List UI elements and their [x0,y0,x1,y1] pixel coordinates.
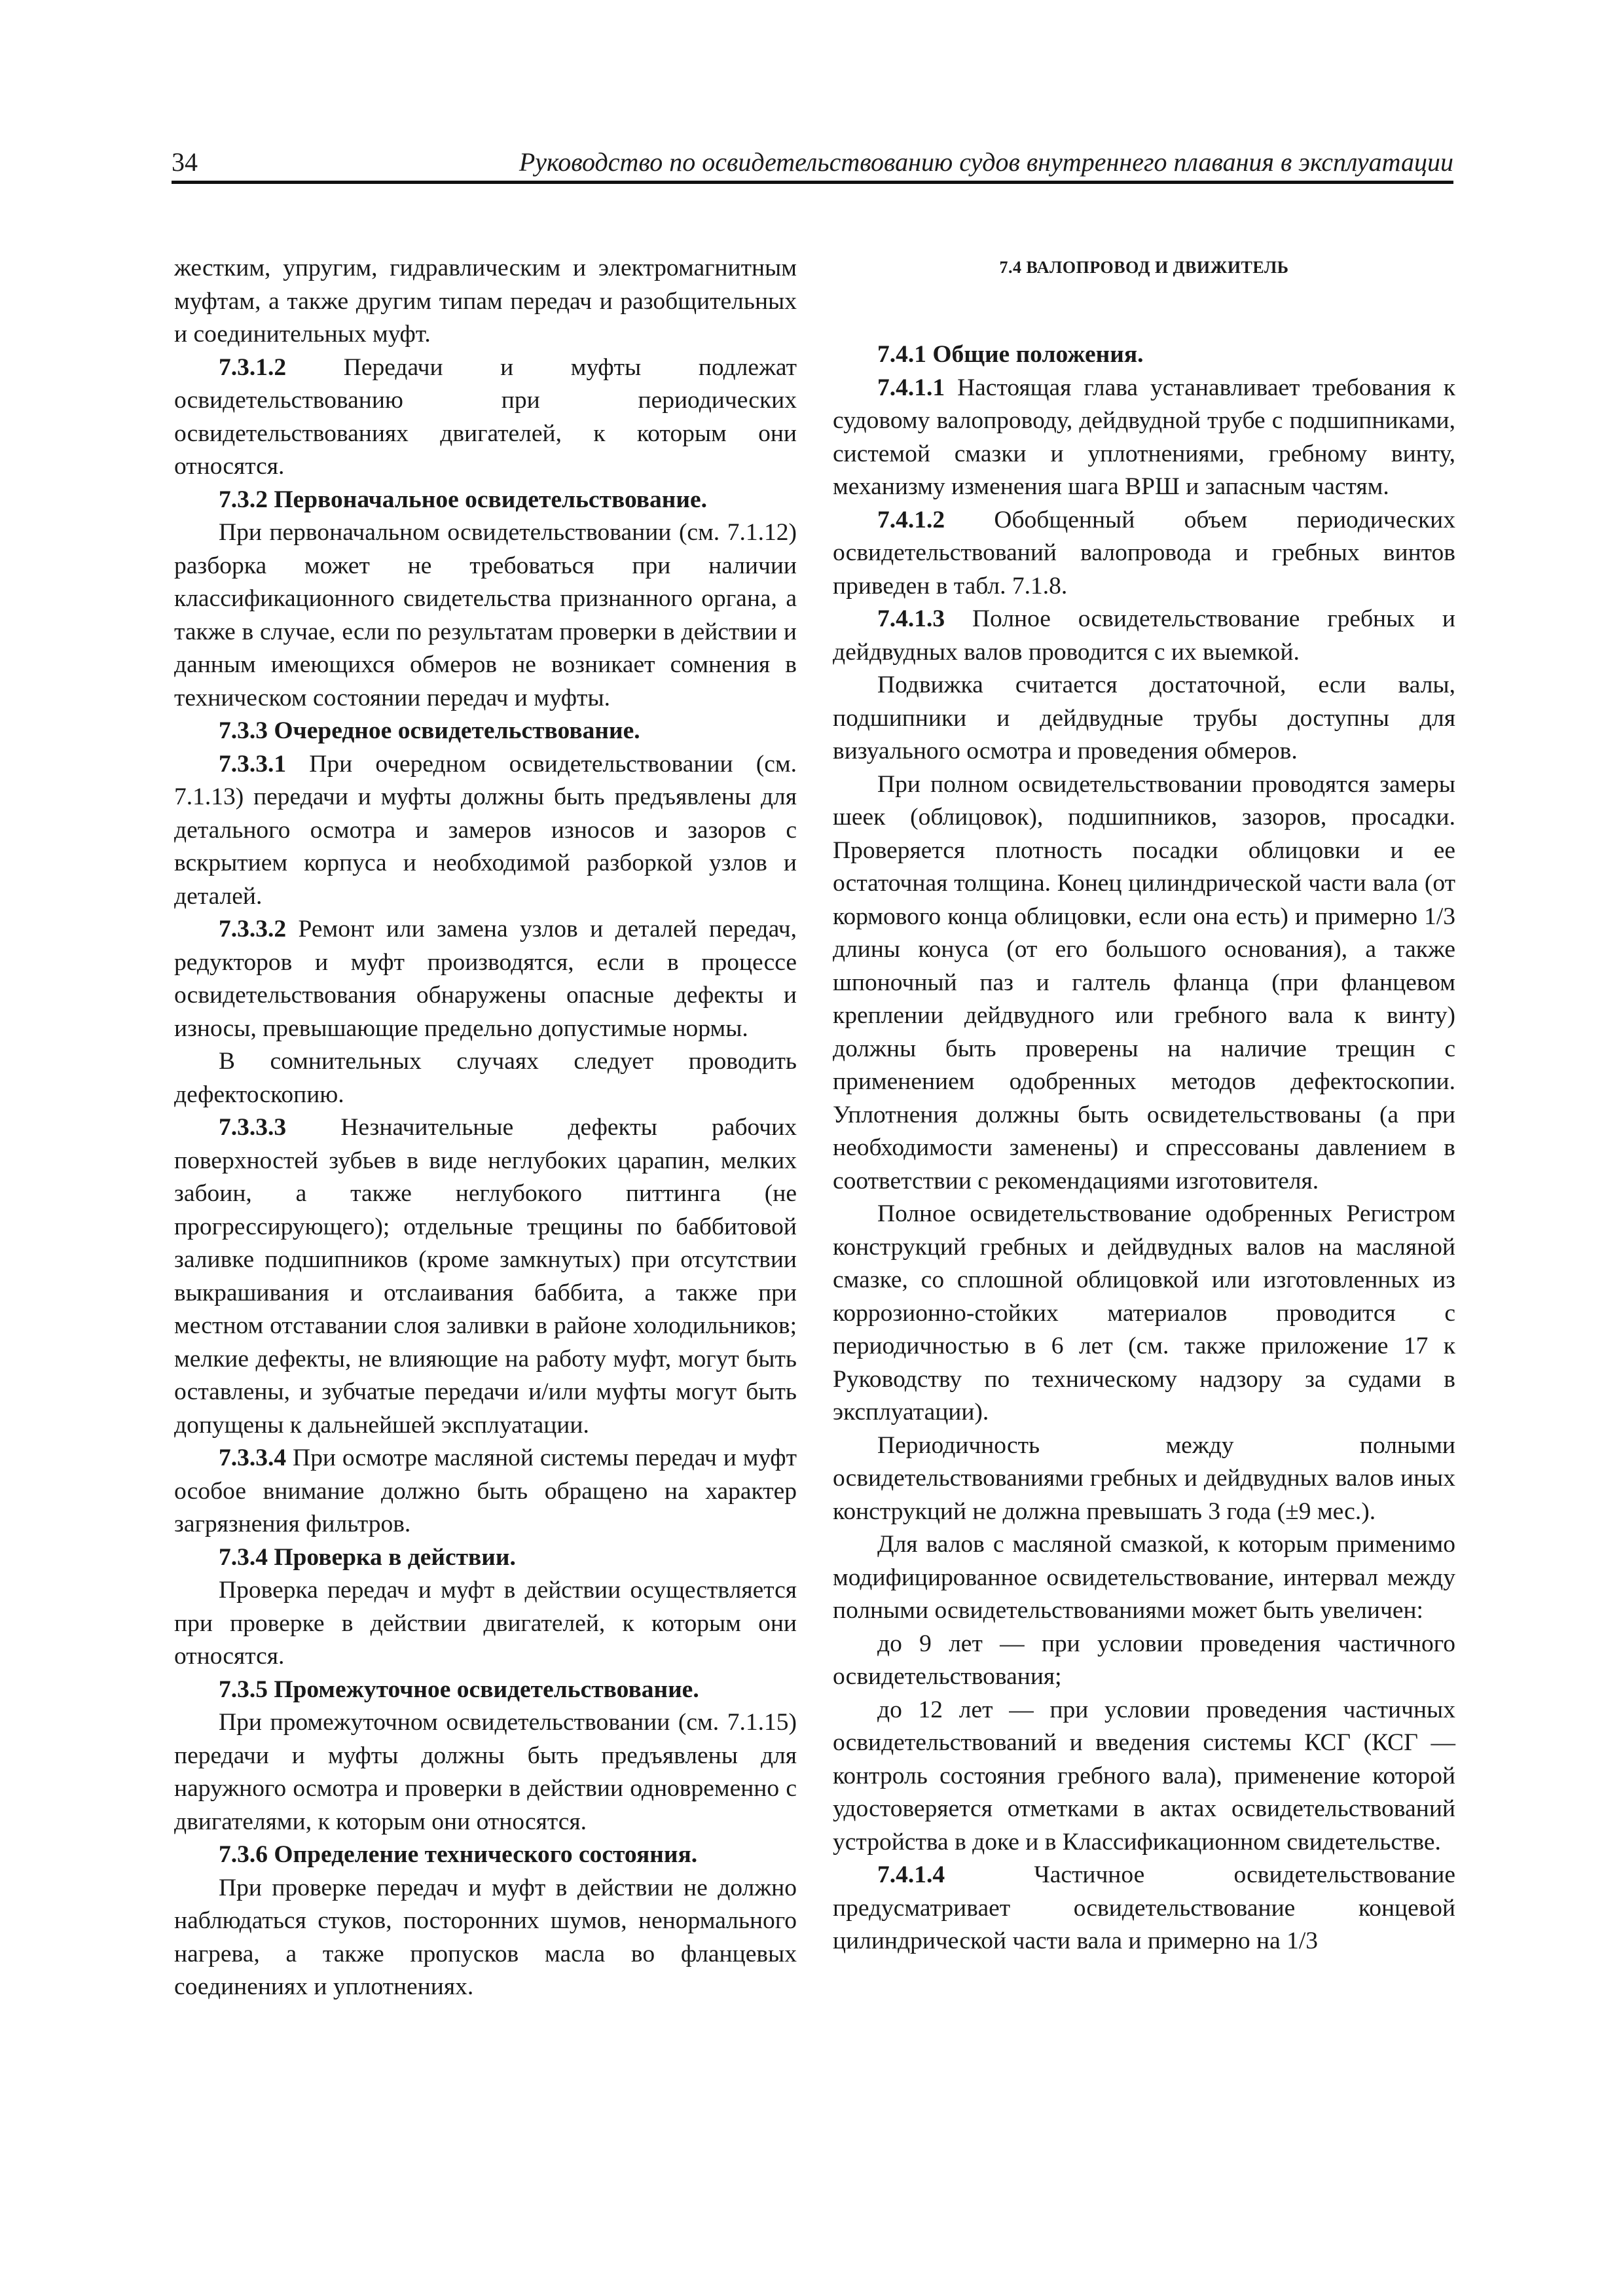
clause-text: Частичное освидетельствование предусматривает освидетельствование концевой цилиндрической части вала и примерно на 1/3 [833,1861,1455,1954]
heading-text: 7.3.3 Очередное освидетельствование. [219,717,640,744]
paragraph: Для валов с масляной смазкой, к которым применимо модифицированное освидетельствование, интервал между полными освидетельствованиями может быть увеличен: [833,1531,1455,1624]
paragraph [174,351,797,484]
paragraph [174,748,797,914]
paragraph: Подвижка считается достаточной, если валы, подшипники и дейдвудные трубы доступны для визуального осмотра и проведения обмеров. [833,672,1455,764]
paragraph [833,1859,1455,1958]
clause-number: 7.4.1.2 [877,506,945,533]
heading-text: 7.3.6 Определение технического состояния. [219,1841,698,1868]
heading-text: 7.4.1 Общие положения. [877,341,1144,368]
subsection-heading [174,1541,797,1575]
paragraph: до 9 лет — при условии проведения частичного освидетельствования; [833,1630,1455,1690]
paragraph: до 12 лет — при условии проведения частичных освидетельствований и введения системы КСГ (КСГ — контроль состояния гребного вала), применение которой удостоверяется отметками в актах освидетельствований устройства в доке и в Классификационном свидетельстве. [833,1696,1455,1856]
paragraph: жестким, упругим, гидравлическим и электромагнитным муфтам, а также другим типам передач и разобщительных и соединительных муфт. [174,255,797,348]
subsection-heading [174,1674,797,1707]
heading-text: 7.3.2 Первоначальное освидетельствование. [219,486,708,513]
clause-text: Ремонт или замена узлов и деталей передач, редукторов и муфт производятся, если в процессе освидетельствования обнаружены опасные дефекты и износы, превышающие предельно допустимые нормы. [174,916,797,1042]
clause-number: 7.4.1.4 [877,1861,945,1888]
subsection-heading [174,484,797,517]
clause-text: Настоящая глава устанавливает требования к судовому валопроводу, дейдвудной трубе с подшипниками, системой смазки и уплотнениями, гребному винту, механизму изменения шага ВРШ и запасным частям. [833,374,1455,500]
clause-number: 7.3.3.1 [219,750,287,778]
clause-text: Незначительные дефекты рабочих поверхностей зубьев в виде неглубоких царапин, мелких забоин, а также неглубокого питтинга (не прогрессирующего); отдельные трещины по баббитовой заливке подшипников (кроме замкнутых) при отсутствии выкрашивания и отслаивания баббита, а также при местном отставании слоя заливки в районе холодильников; мелкие дефекты, не влияющие на работу муфт, могут быть оставлены, и зубчатые передачи и/или муфты могут быть допущены к дальнейшей эксплуатации. [174,1114,797,1439]
page-number: 34 [172,147,198,177]
left-column [174,252,797,2004]
clause-text: Передачи и муфты подлежат освидетельствованию при периодических освидетельствованиях двигателей, к которым они относятся. [174,353,797,480]
subsection-heading [833,338,1455,372]
heading-text: 7.3.4 Проверка в действии. [219,1543,516,1571]
paragraph: При проверке передач и муфт в действии не должно наблюдаться стуков, посторонних шумов, ненормального нагрева, а также пропусков масла во фланцевых соединениях и уплотнениях. [174,1874,797,2000]
paragraph: В сомнительных случаях следует проводить дефектоскопию. [174,1048,797,1108]
running-title: Руководство по освидетельствованию судов внутреннего плавания в эксплуатации [519,147,1453,177]
section-title: 7.4 ВАЛОПРОВОД И ДВИЖИТЕЛЬ [999,258,1289,277]
paragraph [174,1111,797,1442]
paragraph [833,603,1455,669]
paragraph [174,1442,797,1541]
clause-text: При осмотре масляной системы передач и муфт особое внимание должно быть обращено на характер загрязнения фильтров. [174,1444,797,1537]
clause-number: 7.3.3.3 [219,1114,287,1141]
clause-number: 7.4.1.1 [877,374,945,401]
subsection-heading [174,715,797,748]
clause-number: 7.4.1.3 [877,605,945,632]
header-rule [172,181,1453,184]
heading-text: 7.3.5 Промежуточное освидетельствование. [219,1676,699,1703]
paragraph [833,504,1455,603]
paragraph [833,372,1455,504]
clause-text: Обобщенный объем периодических освидетельствований валопровода и гребных винтов приведен в табл. 7.1.8. [833,506,1455,600]
right-column [833,252,1455,1958]
paragraph [174,913,797,1045]
paragraph: При полном освидетельствовании проводятся замеры шеек (облицовок), подшипников, зазоров, просадки. Проверяется плотность посадки облицовки и ее остаточная толщина. Конец цилиндрической части вала (от кормового конца облицовки, если она есть) и примерно 1/3 длины конуса (от его большого основания), а также шпоночный паз и галтель фланца (при фланцевом креплении дейдвудного или гребного вала к винту) должны быть проверены на наличие трещин с применением одобренных методов дефектоскопии. Уплотнения должны быть освидетельствованы (а при необходимости заменены) и спрессованы давлением в соответствии с рекомендациями изготовителя. [833,770,1455,1194]
paragraph: При первоначальном освидетельствовании (см. 7.1.12) разборка может не требоваться при наличии классификационного свидетельства признанного органа, а также в случае, если по результатам проверки в действии и данным имеющихся обмеров не возникает сомнения в техническом состоянии передач и муфты. [174,519,797,711]
clause-number: 7.3.1.2 [219,353,287,381]
clause-text: При очередном освидетельствовании (см. 7.1.13) передачи и муфты должны быть предъявлены для детального осмотра и замеров износов и зазоров с вскрытием корпуса и необходимой разборкой узлов и деталей. [174,750,797,910]
paragraph: Периодичность между полными освидетельствованиями гребных и дейдвудных валов иных конструкций не должна превышать 3 года (±9 мес.). [833,1431,1455,1525]
subsection-heading [174,1839,797,1872]
clause-text: Полное освидетельствование гребных и дейдвудных валов проводится с их выемкой. [833,605,1455,666]
clause-number: 7.3.3.4 [219,1444,287,1471]
clause-number: 7.3.3.2 [219,916,287,942]
paragraph: Проверка передач и муфт в действии осуществляется при проверке в действии двигателей, к которым они относятся. [174,1577,797,1670]
paragraph: Полное освидетельствование одобренных Регистром конструкций гребных и дейдвудных валов на масляной смазке, со сплошной облицовкой или изготовленных из коррозионно-стойких материалов проводится с периодичностью в 6 лет (см. также приложение 17 к Руководству по техническому надзору за судами в эксплуатации). [833,1200,1455,1426]
page-header [172,145,1453,179]
paragraph: При промежуточном освидетельствовании (см. 7.1.15) передачи и муфты должны быть предъявлены для наружного осмотра и проверки в действии одновременно с двигателями, к которым они относятся. [174,1709,797,1835]
